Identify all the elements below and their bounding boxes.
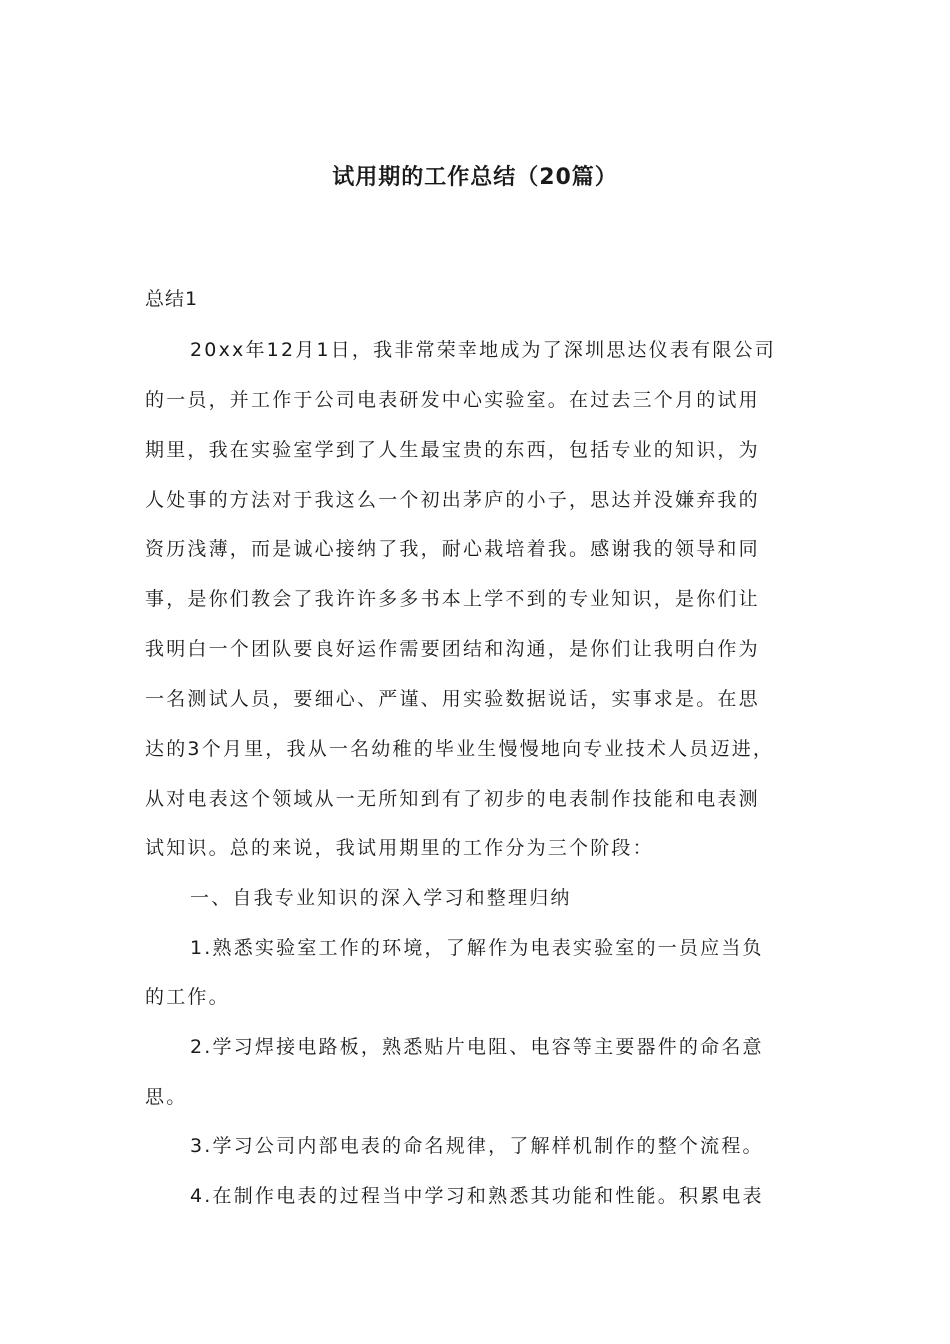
- list-item-line: 3.学习公司内部电表的命名规律，了解样机制作的整个流程。: [190, 1135, 764, 1157]
- paragraph-line: 我明白一个团队要良好运作需要团结和沟通，是你们让我明白作为: [145, 638, 760, 660]
- paragraph-line: 的一员，并工作于公司电表研发中心实验室。在过去三个月的试用: [145, 389, 760, 411]
- section-heading: 总结1: [145, 288, 199, 310]
- paragraph-line: 一名测试人员，要细心、严谨、用实验数据说话，实事求是。在思: [145, 688, 760, 710]
- list-item-line: 4.在制作电表的过程当中学习和熟悉其功能和性能。积累电表: [190, 1185, 764, 1207]
- paragraph-line: 20xx年12月1日，我非常荣幸地成为了深圳思达仪表有限公司: [190, 339, 776, 361]
- list-item-line: 思。: [145, 1086, 188, 1108]
- paragraph-line: 人处事的方法对于我这么一个初出茅庐的小子，思达并没嫌弃我的: [145, 489, 760, 511]
- list-item-line: 的工作。: [145, 986, 230, 1008]
- paragraph-line: 达的3个月里，我从一名幼稚的毕业生慢慢地向专业技术人员迈进，: [145, 738, 775, 760]
- paragraph-line: 事，是你们教会了我许许多多书本上学不到的专业知识，是你们让: [145, 588, 760, 610]
- paragraph-line: 资历浅薄，而是诚心接纳了我，耐心栽培着我。感谢我的领导和同: [145, 538, 760, 560]
- paragraph-line: 期里，我在实验室学到了人生最宝贵的东西，包括专业的知识，为: [145, 439, 760, 461]
- paragraph-line: 从对电表这个领域从一无所知到有了初步的电表制作技能和电表测: [145, 788, 760, 810]
- paragraph-line: 试知识。总的来说，我试用期里的工作分为三个阶段：: [145, 837, 654, 859]
- document-title: 试用期的工作总结（20篇）: [332, 165, 618, 190]
- subheading-line: 一、自我专业知识的深入学习和整理归纳: [190, 887, 572, 909]
- list-item-line: 1.熟悉实验室工作的环境，了解作为电表实验室的一员应当负: [190, 937, 764, 959]
- list-item-line: 2.学习焊接电路板，熟悉贴片电阻、电容等主要器件的命名意: [190, 1036, 764, 1058]
